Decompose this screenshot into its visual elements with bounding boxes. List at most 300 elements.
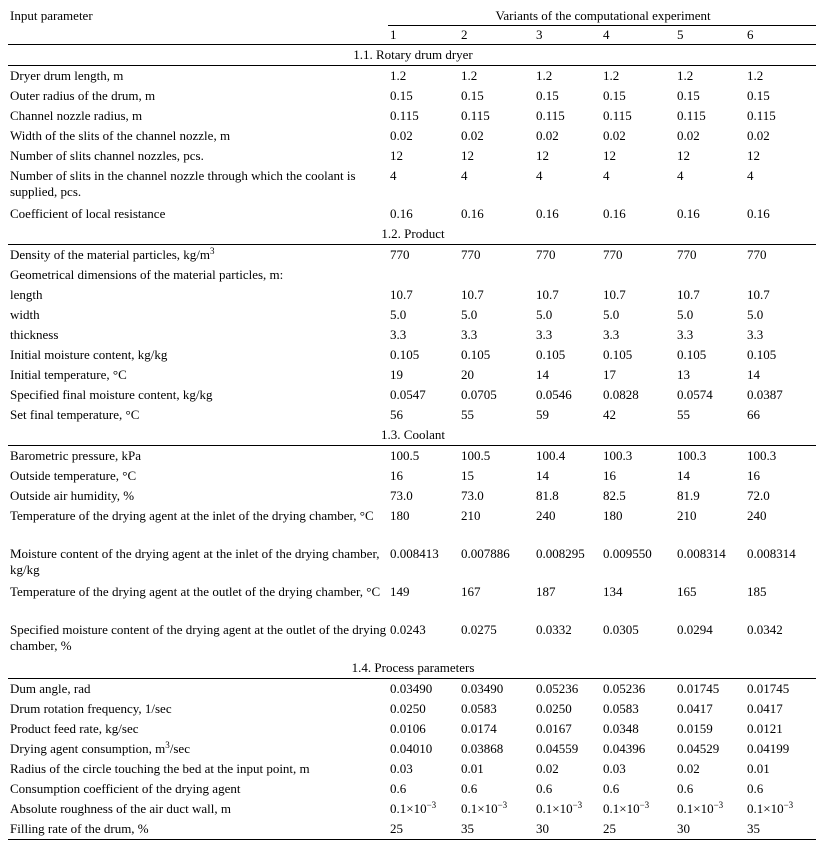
- value-cell-variant-6: 185: [747, 584, 767, 599]
- value-cell-variant-1: 0.0547: [390, 387, 426, 402]
- section-title: 1.4. Process parameters: [8, 658, 816, 679]
- value-cell-variant-4: [601, 799, 675, 819]
- value-base: 0.1×10: [747, 801, 784, 816]
- value-cell-variant-2: 0.105: [461, 347, 491, 362]
- parameter-label-text: Absolute roughness of the air duct wall, m: [10, 801, 231, 816]
- value-cell-variant-2: 12: [461, 148, 474, 163]
- parameter-label: [8, 779, 388, 799]
- section-row: [8, 45, 816, 66]
- table-row: [8, 506, 816, 544]
- value-cell-variant-3: 0.16: [536, 206, 559, 221]
- value-cell-variant-2: 0.01: [461, 761, 484, 776]
- parameter-label-text: Geometrical dimensions of the material particles, m:: [10, 267, 284, 282]
- parameter-label: [8, 739, 388, 759]
- value-cell-variant-1: 19: [390, 367, 403, 382]
- value-cell-variant-5: 0.105: [677, 347, 707, 362]
- value-cell-variant-1: 0.105: [390, 347, 420, 362]
- value-cell-variant-5: 100.3: [677, 448, 707, 463]
- value-cell-variant-2: 167: [461, 584, 481, 599]
- value-base: 0.1×10: [603, 801, 640, 816]
- table-row: [8, 245, 816, 266]
- table-row: [8, 325, 816, 345]
- value-cell-variant-5: 0.115: [677, 108, 706, 123]
- value-cell-variant-1: 3.3: [390, 327, 407, 342]
- value-cell-variant-4: 0.009550: [603, 546, 652, 561]
- value-cell-variant-6: 0.01: [747, 761, 770, 776]
- value-cell-variant-4: 0.0348: [603, 721, 639, 736]
- value-cell-variant-6: 0.15: [747, 88, 770, 103]
- value-cell-variant-2: 3.3: [461, 327, 478, 342]
- value-cell-variant-6: 0.0342: [747, 622, 783, 637]
- parameter-label: [8, 146, 388, 166]
- value-cell-variant-1: 180: [390, 508, 410, 523]
- value-cell-variant-1: 0.16: [390, 206, 413, 221]
- value-cell-variant-5: 1.2: [677, 68, 694, 83]
- value-cell-variant-4: 16: [603, 468, 616, 483]
- value-cell-variant-1: 73.0: [390, 488, 413, 503]
- value-cell-variant-6: 66: [747, 407, 760, 422]
- value-cell-variant-5: 81.9: [677, 488, 700, 503]
- value-cell-variant-4: 0.16: [603, 206, 626, 221]
- value-exponent: −3: [783, 800, 794, 810]
- header-row-1: [8, 3, 816, 26]
- parameter-label-text: Outer radius of the drum, m: [10, 88, 156, 103]
- value-cell-variant-1: 0.0106: [390, 721, 426, 736]
- value-cell-variant-4: 42: [603, 407, 616, 422]
- value-cell-variant-5: 0.02: [677, 761, 700, 776]
- value-exponent: −3: [713, 800, 724, 810]
- value-cell-variant-3: 0.02: [536, 128, 559, 143]
- value-cell-variant-3: 187: [536, 584, 556, 599]
- parameter-label-text: Drying agent consumption, m: [10, 741, 166, 756]
- value-cell-variant-2: 55: [461, 407, 474, 422]
- value-cell-variant-6: 100.3: [747, 448, 777, 463]
- value-cell-variant-6: 0.6: [747, 781, 764, 796]
- value-cell-variant-5: 0.0574: [677, 387, 713, 402]
- value-cell-variant-6: 770: [747, 247, 767, 262]
- value-cell-variant-2: 0.16: [461, 206, 484, 221]
- value-cell-variant-3: 0.05236: [536, 681, 579, 696]
- parameter-label-text: Outside temperature, °C: [10, 468, 137, 483]
- parameter-label: [8, 819, 388, 840]
- unit-superscript: 3: [210, 246, 215, 256]
- value-cell-variant-4: 25: [601, 819, 675, 840]
- parameter-label: [8, 106, 388, 126]
- variant-number-5: 5: [675, 26, 745, 45]
- value-cell-variant-2: 5.0: [461, 307, 478, 322]
- value-cell-variant-6: 12: [747, 148, 760, 163]
- value-cell-variant-6: [745, 799, 816, 819]
- unit-suffix: /sec: [169, 741, 190, 756]
- value-cell-variant-3: 0.6: [536, 781, 553, 796]
- value-cell-variant-1: 0.04010: [390, 741, 433, 756]
- table-row: [8, 819, 816, 840]
- parameter-label-text: Filling rate of the drum, %: [10, 821, 149, 836]
- value-cell-variant-5: 165: [677, 584, 697, 599]
- value-cell-variant-3: 0.0250: [536, 701, 572, 716]
- value-cell-variant-4: 0.105: [603, 347, 633, 362]
- value-base: 0.1×10: [461, 801, 498, 816]
- parameter-label-text: Moisture content of the drying agent at the inlet of the drying chamber, kg/kg: [10, 546, 380, 577]
- value-cell-variant-1: 0.02: [390, 128, 413, 143]
- parameter-label: [8, 66, 388, 87]
- section-row: [8, 658, 816, 679]
- value-exponent: −3: [426, 800, 437, 810]
- value-cell-variant-6: 72.0: [747, 488, 770, 503]
- value-cell-variant-6: [745, 265, 816, 285]
- value-cell-variant-5: 14: [677, 468, 690, 483]
- value-cell-variant-1: 0.6: [390, 781, 407, 796]
- table-row: [8, 679, 816, 700]
- value-cell-variant-2: 100.5: [461, 448, 491, 463]
- value-cell-variant-4: 134: [603, 584, 623, 599]
- value-cell-variant-6: 0.02: [747, 128, 770, 143]
- parameter-label: [8, 166, 388, 204]
- value-cell-variant-2: [459, 265, 534, 285]
- value-cell-variant-3: [534, 265, 601, 285]
- value-cell-variant-4: 0.6: [603, 781, 620, 796]
- value-exponent: −3: [639, 800, 650, 810]
- value-cell-variant-5: 4: [677, 168, 684, 183]
- value-cell-variant-5: 12: [677, 148, 690, 163]
- parameter-label: [8, 506, 388, 544]
- value-cell-variant-6: 0.0121: [747, 721, 783, 736]
- value-cell-variant-1: 770: [390, 247, 410, 262]
- parameter-label: [8, 325, 388, 345]
- value-cell-variant-2: 0.0275: [461, 622, 497, 637]
- value-cell-variant-5: 0.008314: [677, 546, 726, 561]
- value-cell-variant-1: 25: [388, 819, 459, 840]
- parameter-label: [8, 466, 388, 486]
- value-cell-variant-5: [675, 799, 745, 819]
- parameter-label: [8, 305, 388, 325]
- parameter-label: [8, 544, 388, 582]
- value-cell-variant-3: 59: [536, 407, 549, 422]
- value-cell-variant-3: 14: [536, 367, 549, 382]
- value-cell-variant-1: 0.15: [390, 88, 413, 103]
- value-cell-variant-4: 0.03: [603, 761, 626, 776]
- table-row: [8, 739, 816, 759]
- value-cell-variant-6: 0.0387: [747, 387, 783, 402]
- table-row: [8, 699, 816, 719]
- table-row: [8, 385, 816, 405]
- parameter-label-text: Dryer drum length, m: [10, 68, 124, 83]
- parameter-label-text: Set final temperature, °C: [10, 407, 140, 422]
- value-cell-variant-1: 12: [390, 148, 403, 163]
- value-cell-variant-4: 4: [603, 168, 610, 183]
- value-cell-variant-1: 0.008413: [390, 546, 439, 561]
- parameter-label-text: Initial moisture content, kg/kg: [10, 347, 168, 362]
- value-cell-variant-4: 0.02: [603, 128, 626, 143]
- value-cell-variant-1: [388, 799, 459, 819]
- parameter-label-text: length: [10, 287, 43, 302]
- value-cell-variant-1: 16: [390, 468, 403, 483]
- value-cell-variant-2: 0.0705: [461, 387, 497, 402]
- value-cell-variant-6: 0.01745: [747, 681, 790, 696]
- parameter-label: [8, 759, 388, 779]
- variants-header: Variants of the computational experiment: [495, 8, 711, 23]
- value-exponent: −3: [572, 800, 583, 810]
- table-row: [8, 582, 816, 620]
- table-row: [8, 126, 816, 146]
- value-cell-variant-1: 5.0: [390, 307, 407, 322]
- parameter-label: [8, 446, 388, 467]
- value-cell-variant-1: 10.7: [390, 287, 413, 302]
- parameter-label-text: Coefficient of local resistance: [10, 206, 166, 221]
- parameter-label: [8, 285, 388, 305]
- header-blank-cell: [8, 26, 388, 45]
- parameter-label-text: Number of slits in the channel nozzle through which the coolant is supplied, pcs.: [10, 168, 356, 199]
- table-row: [8, 265, 816, 285]
- value-cell-variant-4: 100.3: [603, 448, 633, 463]
- value-base: 0.1×10: [390, 801, 427, 816]
- parameter-label: [8, 699, 388, 719]
- value-cell-variant-5: 0.02: [677, 128, 700, 143]
- value-cell-variant-3: 0.105: [536, 347, 566, 362]
- value-cell-variant-1: 56: [390, 407, 403, 422]
- value-cell-variant-1: 4: [390, 168, 397, 183]
- variant-number-4: 4: [601, 26, 675, 45]
- value-cell-variant-5: 10.7: [677, 287, 700, 302]
- table-row: [8, 799, 816, 819]
- value-cell-variant-3: 5.0: [536, 307, 553, 322]
- table-row: [8, 305, 816, 325]
- value-cell-variant-2: 1.2: [461, 68, 478, 83]
- parameter-label: [8, 799, 388, 819]
- parameter-label: [8, 365, 388, 385]
- table-row: [8, 204, 816, 224]
- value-base: 0.1×10: [677, 801, 714, 816]
- variant-number-6: 6: [745, 26, 816, 45]
- value-cell-variant-4: 0.0828: [603, 387, 639, 402]
- value-cell-variant-3: 81.8: [536, 488, 559, 503]
- value-cell-variant-6: 35: [745, 819, 816, 840]
- section-row: [8, 224, 816, 245]
- table-row: [8, 544, 816, 582]
- value-cell-variant-3: 14: [536, 468, 549, 483]
- value-cell-variant-5: 30: [675, 819, 745, 840]
- value-cell-variant-3: 30: [534, 819, 601, 840]
- parameter-label: [8, 679, 388, 700]
- table-row: [8, 759, 816, 779]
- value-cell-variant-3: 0.02: [536, 761, 559, 776]
- value-cell-variant-6: 3.3: [747, 327, 764, 342]
- value-cell-variant-2: 15: [461, 468, 474, 483]
- parameters-table: [8, 3, 816, 840]
- value-cell-variant-1: 100.5: [390, 448, 420, 463]
- value-cell-variant-5: 5.0: [677, 307, 694, 322]
- value-cell-variant-4: 0.15: [603, 88, 626, 103]
- value-cell-variant-4: 82.5: [603, 488, 626, 503]
- value-cell-variant-3: 0.0167: [536, 721, 572, 736]
- parameter-label-text: Product feed rate, kg/sec: [10, 721, 139, 736]
- parameter-label-text: Density of the material particles, kg/m: [10, 247, 210, 262]
- section-title: 1.2. Product: [8, 224, 816, 245]
- value-cell-variant-1: [388, 265, 459, 285]
- parameter-label-text: Temperature of the drying agent at the inlet of the drying chamber, °C: [10, 508, 374, 523]
- parameter-label: [8, 486, 388, 506]
- parameter-label: [8, 345, 388, 365]
- value-cell-variant-4: 180: [603, 508, 623, 523]
- value-cell-variant-6: 0.16: [747, 206, 770, 221]
- value-cell-variant-3: 3.3: [536, 327, 553, 342]
- value-cell-variant-1: 0.0250: [390, 701, 426, 716]
- value-cell-variant-2: 0.0583: [461, 701, 497, 716]
- table-row: [8, 365, 816, 385]
- parameter-label: [8, 582, 388, 620]
- parameter-label-text: width: [10, 307, 40, 322]
- value-cell-variant-2: 0.007886: [461, 546, 510, 561]
- parameter-label-text: Channel nozzle radius, m: [10, 108, 143, 123]
- value-cell-variant-2: 0.02: [461, 128, 484, 143]
- value-cell-variant-1: 0.0243: [390, 622, 426, 637]
- value-cell-variant-5: 0.0159: [677, 721, 713, 736]
- value-cell-variant-3: 770: [536, 247, 556, 262]
- parameter-label: [8, 126, 388, 146]
- parameter-label: [8, 719, 388, 739]
- parameter-label-text: thickness: [10, 327, 59, 342]
- value-cell-variant-4: 0.115: [603, 108, 632, 123]
- value-cell-variant-2: 210: [461, 508, 481, 523]
- value-cell-variant-4: 0.04396: [603, 741, 646, 756]
- value-base: 0.1×10: [536, 801, 573, 816]
- value-cell-variant-6: 16: [747, 468, 760, 483]
- table-row: [8, 166, 816, 204]
- parameter-label-text: Drum rotation frequency, 1/sec: [10, 701, 172, 716]
- value-cell-variant-2: [459, 799, 534, 819]
- unit-superscript: 3: [165, 740, 170, 750]
- value-cell-variant-3: 240: [536, 508, 556, 523]
- value-cell-variant-3: 4: [536, 168, 543, 183]
- value-cell-variant-5: 210: [677, 508, 697, 523]
- value-cell-variant-3: 0.15: [536, 88, 559, 103]
- value-cell-variant-2: 0.03868: [461, 741, 504, 756]
- variant-number-2: 2: [459, 26, 534, 45]
- parameter-label: [8, 204, 388, 224]
- value-cell-variant-6: 1.2: [747, 68, 764, 83]
- value-cell-variant-5: 55: [677, 407, 690, 422]
- value-cell-variant-5: [675, 265, 745, 285]
- value-cell-variant-4: 770: [603, 247, 623, 262]
- value-cell-variant-3: 100.4: [536, 448, 566, 463]
- value-cell-variant-5: 0.04529: [677, 741, 720, 756]
- value-cell-variant-6: 0.008314: [747, 546, 796, 561]
- parameter-label: [8, 265, 388, 285]
- variant-number-3: 3: [534, 26, 601, 45]
- input-parameter-header: Input parameter: [10, 8, 93, 23]
- value-cell-variant-6: 14: [747, 367, 760, 382]
- value-cell-variant-6: 240: [747, 508, 767, 523]
- value-cell-variant-3: 0.04559: [536, 741, 579, 756]
- value-cell-variant-1: 0.03: [390, 761, 413, 776]
- table-row: [8, 620, 816, 658]
- parameter-label-text: Barometric pressure, kPa: [10, 448, 142, 463]
- value-cell-variant-2: 4: [461, 168, 468, 183]
- parameter-label: [8, 86, 388, 106]
- value-cell-variant-4: 3.3: [603, 327, 620, 342]
- value-cell-variant-4: [601, 265, 675, 285]
- table-row: [8, 66, 816, 87]
- value-cell-variant-2: 10.7: [461, 287, 484, 302]
- value-cell-variant-1: 149: [390, 584, 410, 599]
- parameter-label-text: Initial temperature, °C: [10, 367, 127, 382]
- value-cell-variant-2: 0.6: [461, 781, 478, 796]
- value-cell-variant-2: 0.115: [461, 108, 490, 123]
- value-cell-variant-3: 10.7: [536, 287, 559, 302]
- table-row: [8, 405, 816, 425]
- value-cell-variant-6: 0.04199: [747, 741, 790, 756]
- value-cell-variant-4: 17: [603, 367, 616, 382]
- value-cell-variant-6: 10.7: [747, 287, 770, 302]
- parameter-label: [8, 405, 388, 425]
- section-row: [8, 425, 816, 446]
- table-row: [8, 345, 816, 365]
- table-row: [8, 719, 816, 739]
- value-cell-variant-2: 73.0: [461, 488, 484, 503]
- value-cell-variant-3: 0.008295: [536, 546, 585, 561]
- value-cell-variant-6: 0.115: [747, 108, 776, 123]
- value-cell-variant-4: 1.2: [603, 68, 620, 83]
- parameter-label: [8, 620, 388, 658]
- value-cell-variant-5: 770: [677, 247, 697, 262]
- value-cell-variant-5: 0.01745: [677, 681, 720, 696]
- value-cell-variant-3: 0.0332: [536, 622, 572, 637]
- value-cell-variant-5: 0.0417: [677, 701, 713, 716]
- variant-number-1: 1: [388, 26, 459, 45]
- table-row: [8, 106, 816, 126]
- value-cell-variant-5: 0.0294: [677, 622, 713, 637]
- value-cell-variant-6: 0.105: [747, 347, 777, 362]
- parameter-label-text: Specified moisture content of the drying agent at the outlet of the drying chamber, %: [10, 622, 387, 653]
- table-row: [8, 146, 816, 166]
- value-cell-variant-2: 0.03490: [461, 681, 504, 696]
- value-cell-variant-3: 0.115: [536, 108, 565, 123]
- table-row: [8, 285, 816, 305]
- table-row: [8, 486, 816, 506]
- value-cell-variant-2: 770: [461, 247, 481, 262]
- value-cell-variant-4: 10.7: [603, 287, 626, 302]
- table-row: [8, 466, 816, 486]
- value-exponent: −3: [497, 800, 508, 810]
- value-cell-variant-5: 0.6: [677, 781, 694, 796]
- value-cell-variant-5: 0.15: [677, 88, 700, 103]
- parameter-label: [8, 385, 388, 405]
- section-title: 1.1. Rotary drum dryer: [8, 45, 816, 66]
- value-cell-variant-3: [534, 799, 601, 819]
- header-row-2: [8, 26, 816, 45]
- value-cell-variant-3: 1.2: [536, 68, 553, 83]
- table-row: [8, 779, 816, 799]
- value-cell-variant-5: 13: [677, 367, 690, 382]
- value-cell-variant-1: 0.03490: [390, 681, 433, 696]
- value-cell-variant-2: 0.0174: [461, 721, 497, 736]
- parameter-label-text: Number of slits channel nozzles, pcs.: [10, 148, 204, 163]
- value-cell-variant-6: 5.0: [747, 307, 764, 322]
- parameter-label-text: Consumption coefficient of the drying agent: [10, 781, 241, 796]
- table-row: [8, 446, 816, 467]
- value-cell-variant-2: 0.15: [461, 88, 484, 103]
- value-cell-variant-5: 3.3: [677, 327, 694, 342]
- value-cell-variant-2: 20: [461, 367, 474, 382]
- parameter-label-text: Dum angle, rad: [10, 681, 91, 696]
- parameter-label-text: Temperature of the drying agent at the outlet of the drying chamber, °C: [10, 584, 381, 599]
- value-cell-variant-4: 0.05236: [603, 681, 646, 696]
- parameter-label-text: Radius of the circle touching the bed at the input point, m: [10, 761, 310, 776]
- table-row: [8, 86, 816, 106]
- parameter-label-text: Width of the slits of the channel nozzle, m: [10, 128, 231, 143]
- value-cell-variant-6: 0.0417: [747, 701, 783, 716]
- value-cell-variant-5: 0.16: [677, 206, 700, 221]
